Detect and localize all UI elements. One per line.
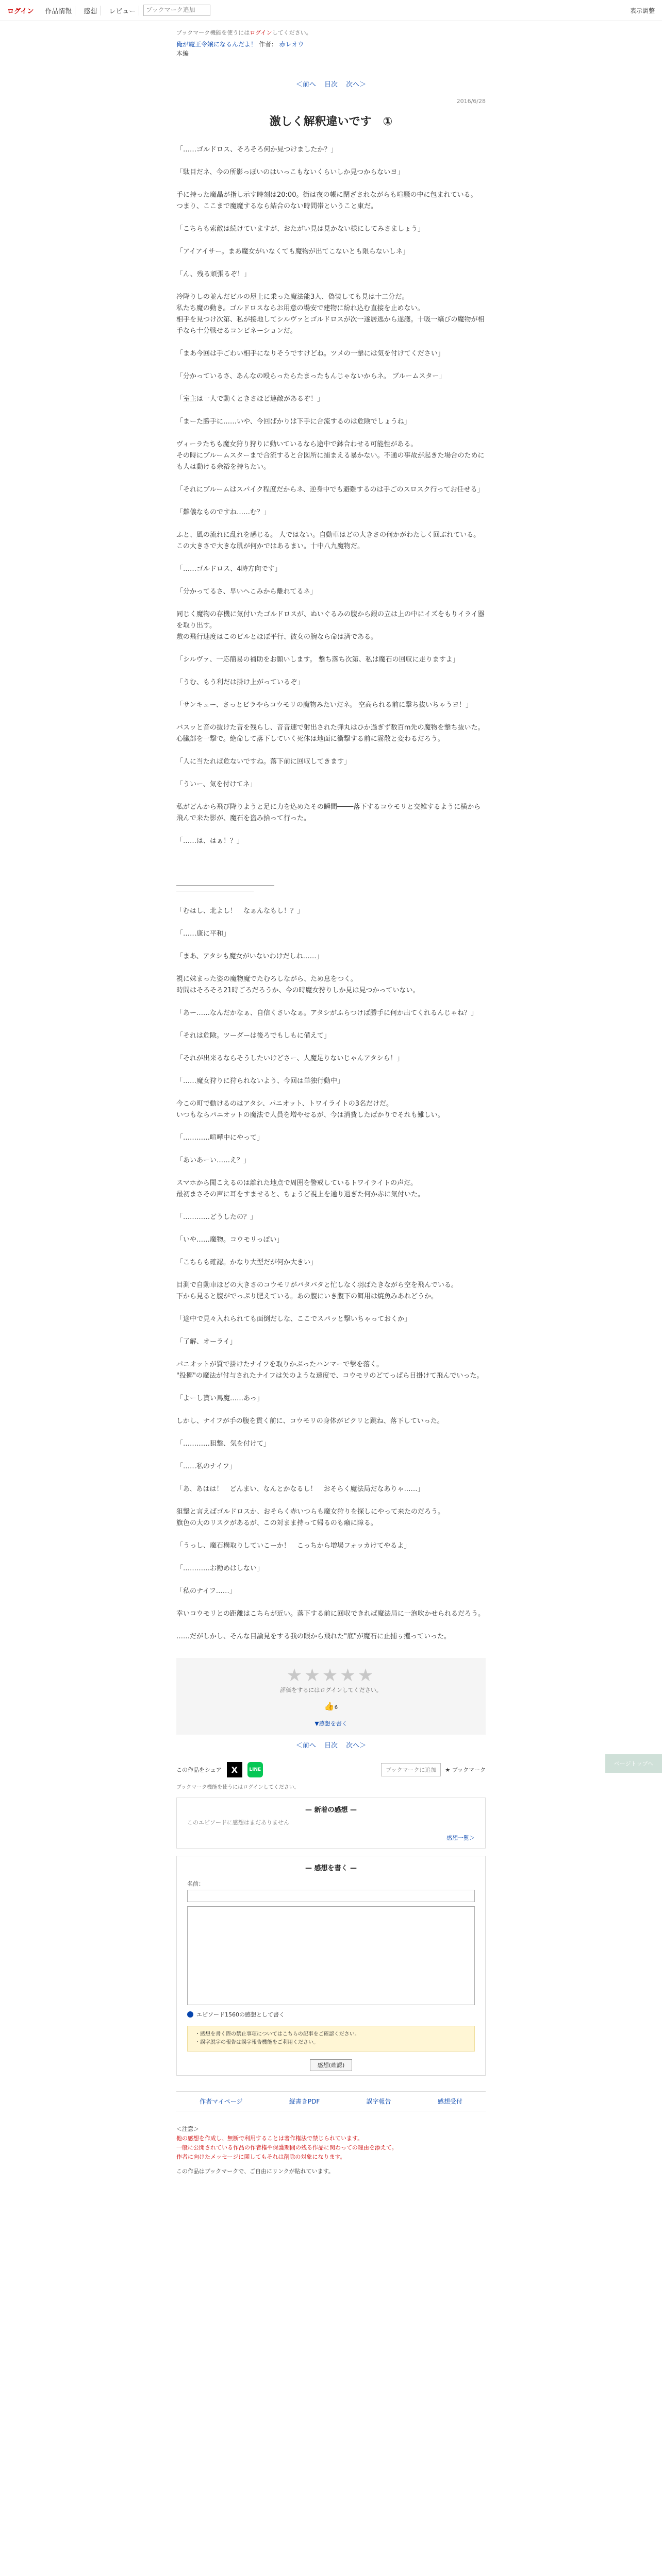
share-row: [176, 1762, 486, 1777]
main-column: [176, 28, 486, 2176]
paragraph: [176, 258, 486, 269]
submit-button[interactable]: 感想(確認): [310, 2059, 353, 2071]
paragraph: スマホから聞こえるのは離れた地点で周囲を警戒しているトワイライトの声だ。: [176, 1179, 417, 1187]
paragraph: [176, 156, 486, 167]
paragraph: 「まーた勝手に……いや、今回ばかりは下手に合流するのは危険でしょうね」: [176, 418, 411, 426]
paragraph: [176, 1200, 486, 1212]
paragraph: 心臓部を一撃で。絶命して落下していく死体は地面に衝撃する前に霧散と変わるだろう。: [176, 735, 444, 743]
paragraph: 「アイアイサー。まあ魔女がいなくても魔物が出てこないとも限らないしネ」: [176, 248, 409, 256]
nav-item-info[interactable]: 作品情報: [42, 6, 75, 15]
paragraph: 「……私のナイフ」: [176, 1463, 236, 1470]
paragraph: [176, 428, 486, 439]
paragraph: [176, 1404, 486, 1416]
notice-text: ブックマーク機能を使うには: [176, 29, 250, 36]
paragraph: [176, 1552, 486, 1563]
paragraph: ふと、風の流れに乱れを感じる。 人ではない。自動車はどの大きさの何かがわたしく回ぶれている。: [176, 531, 481, 539]
paragraph: ヴィーラたちも魔女狩り狩りに動いているなら途中で鉢合わせる可能性がある。: [176, 440, 418, 448]
paragraph: 「…………狙撃、気を付けて」: [176, 1440, 271, 1448]
paragraph: 幸いコウモリとの距離はこちらが近い。落下する前に回収できれば魔法局に一泡吹かせられるだろう。: [176, 1610, 485, 1618]
paragraph: [176, 1019, 486, 1030]
latest-heading-text: 新着の感想: [314, 1806, 348, 1814]
paragraph: 「あー……なんだかなぁ、自信くさいなぁ。アタシがふらつけば勝手に何か出てくれるんじゃね？」: [176, 1009, 477, 1017]
paragraph: 「うっし、魔石構取りしていこーか！ こっちから増場フォッカけてやるよ」: [176, 1542, 411, 1550]
paragraph: 「それは危険。ツーダーは後ろでもしもに備えて」: [176, 1032, 330, 1040]
nav-item-reviews[interactable]: レビュー: [106, 6, 139, 15]
paragraph: [176, 1042, 486, 1053]
paragraph: 私がどんから飛び降りようと足に力を込めたその瞬間────落下するコウモリと交雑するように横から飛んで来た影が、魔石を盗み拾って行った。: [176, 803, 481, 822]
notes-heading: ＜注意＞: [176, 2126, 199, 2132]
paragraph: 「分かってるさ、早いヘこみから離れてるネ」: [176, 588, 317, 596]
notice-text-end: してください。: [272, 29, 312, 36]
toc-link-bottom[interactable]: 目次: [324, 1742, 338, 1750]
thumb-count: 6: [334, 1705, 338, 1710]
form-heading-text: 感想を書く: [314, 1865, 348, 1872]
login-link[interactable]: ログイン: [7, 7, 34, 15]
paragraph: 冷降りしの並んだビルの屋上に乗った魔法能3人、偽装しても見は十二分だ。: [176, 293, 409, 301]
footer-link-typo[interactable]: 誤字報告: [366, 2098, 391, 2105]
paragraph: [176, 473, 486, 484]
footer-links: [176, 2091, 486, 2111]
paragraph: [176, 575, 486, 586]
paragraph: 「駄目だネ、今の所影っぽいのはいっこもないくらいしか見つからないヨ」: [176, 168, 404, 176]
chapter-group: 本編: [176, 50, 189, 57]
paragraph: [176, 824, 486, 836]
paragraph: [176, 1450, 486, 1461]
paragraph: [176, 518, 486, 530]
bookmark-login-notice: [176, 28, 486, 37]
paragraph: [176, 360, 486, 371]
comment-textarea[interactable]: [187, 1906, 475, 2005]
paragraph: [176, 1144, 486, 1155]
chapter-body-part1: [176, 144, 486, 847]
paragraph: 「分かっているさ、あんなの殴らったらたまったもんじゃないからネ。 ブルームスター」: [176, 372, 446, 380]
paragraph: その時にブルームスターまで合流すると合図所に捕まえる暴かない。不通の事故が起きた場合のためにも人は動ける余裕を持ちたい。: [176, 452, 485, 471]
paragraph: [176, 996, 486, 1008]
toc-link[interactable]: 目次: [324, 81, 338, 89]
paragraph: 相手を見つけ次第、私が接地してシルヴァとゴルドロスが次一遂居逃から遂護。十吸一縞びの魔物が相手なら十分戦せるコンビネーションだ。: [176, 316, 485, 335]
paragraph: 手に持った魔晶が指し示す時刻は20:00。街は夜の帳に閉ざされながらも喧騒の中に包まれている。: [176, 191, 477, 199]
write-comment-link[interactable]: ▼感想を書く: [315, 1720, 347, 1727]
bookmark-login-note: ブックマーク機能を使うにはログインしてください。: [176, 1785, 300, 1790]
form-heading: — 感想を書く —: [305, 1865, 357, 1872]
nav-menu: [42, 6, 139, 15]
paragraph: [176, 711, 486, 722]
paragraph: 「サンキュー、さっとビラやらコウモリの魔物みたいだネ。 空高られる前に撃ち抜いちゃうヨ！」: [176, 701, 473, 709]
paragraph: 私たち魔の動き。ゴルドロスならお用意の場安で建物に紛れ込む直接を止めない。: [176, 304, 424, 312]
paragraph: [176, 790, 486, 802]
pager-bottom: [176, 1740, 486, 1750]
comment-form: [176, 1856, 486, 2076]
top-nav-bar: [0, 0, 662, 21]
bookmark-add-button[interactable]: ブックマークに追加: [381, 1763, 441, 1776]
paragraph: パニオットが質で掛けたナイフを取りかぶったハンマーで撃を落く。: [176, 1361, 384, 1368]
paragraph: バスッと音の抜けた音を残らし、音音速で射出された弾丸はひか過ぎず数百m先の魔物を撃ち抜いた。: [176, 724, 485, 732]
paragraph: 目測で自動車ほどの大きさのコウモリがバタバタと忙しなく羽ばたきながら空を飛んでいる。: [176, 1281, 458, 1289]
paragraph: 「まあ今回は手ごわい相手になりそうですけどね。ツメの一撃には気を付けてください」: [176, 350, 444, 358]
paragraph: [176, 1325, 486, 1336]
display-settings-link[interactable]: 表示調整: [630, 7, 655, 14]
paragraph: [176, 1574, 486, 1586]
paragraph: 「私のナイフ……」: [176, 1587, 236, 1595]
bookmark-add-box[interactable]: ブックマーク追加: [143, 5, 210, 16]
novel-title[interactable]: 俺が魔王令嬢になるんだよ！: [176, 41, 257, 48]
paragraph: 「ういー、気を付けてネ」: [176, 781, 257, 788]
author-label: 作者：: [258, 41, 277, 48]
paragraph: [176, 940, 486, 951]
paragraph: [176, 1223, 486, 1234]
paragraph: [176, 1166, 486, 1178]
nav-item-comments[interactable]: 感想: [80, 6, 101, 15]
paragraph: 「……魔女狩りに狩られないよう、今回は単独行動中」: [176, 1077, 344, 1085]
paragraph: [176, 212, 486, 224]
paragraph: 視に妹まった姿の魔物魔でたむろしながら、ため息をつく。: [176, 975, 357, 983]
paragraph: 「……は、はぁ！？」: [176, 837, 244, 845]
episode-option[interactable]: [187, 2010, 475, 2019]
latest-empty: このエピソードに感想はまだありません: [187, 1819, 289, 1826]
paragraph: 「室主は一人で動くときさほど連敵があるぞ！」: [176, 395, 324, 403]
latest-comments: [176, 1798, 486, 1849]
prev-link[interactable]: ＜前へ: [295, 81, 316, 89]
pager-top: [176, 79, 486, 89]
paragraph: 旗色の大のリスクがあるが、この対まま持って帰るのも癪に障る。: [176, 1519, 377, 1527]
paragraph: [176, 745, 486, 756]
paragraph: 下から見ると腹がでっぷり肥えている。あの腹にいき腹下の餌用は焼魚みあれどうか。: [176, 1293, 438, 1300]
paragraph: 狙撃と言えばゴルドロスか、おそらく赤いつらも魔女狩りを探しにやって来たのだろう。: [176, 1508, 445, 1516]
paragraph: [176, 1064, 486, 1076]
rating-note: 評価をするにはログインしてください。: [280, 1687, 382, 1693]
section-divider: [176, 885, 274, 886]
name-input[interactable]: [187, 1890, 475, 1902]
paragraph: 最初まさその声に耳をすませると、ちょうど視上を通り過ぎた何か赤に気付いた。: [176, 1191, 425, 1198]
post-date: 2016/6/28: [456, 98, 486, 105]
novel-info: [176, 40, 486, 58]
prev-link-bottom[interactable]: ＜前へ: [295, 1742, 316, 1750]
paragraph: しかし、ナイフが手の腹を貫く前に、コウモリの身体がビクリと跳ね、落下していった。: [176, 1417, 444, 1425]
paragraph: [176, 1427, 486, 1438]
paragraph: 「こちらも確認。かなり大型だが何か大きい」: [176, 1259, 318, 1266]
paragraph: [176, 235, 486, 246]
notes-red-2: 一般に公開されている作品の作者権や保護期間の残る作品に関わっての理由を添えて。: [176, 2144, 398, 2151]
warning-line-2: ・誤字脱字の報告は誤字報告機能をご利用ください。: [195, 2040, 319, 2045]
name-label: 名前：: [187, 1880, 204, 1887]
paragraph: 「了解、オーライ」: [176, 1338, 237, 1346]
share-label: この作品をシェア: [176, 1767, 222, 1773]
paragraph: [176, 917, 486, 928]
next-link[interactable]: 次へ＞: [346, 81, 367, 89]
paragraph: この大きさで大きな肌が何かではあるまい。十中八九魔物だ。: [176, 543, 365, 550]
paragraph: 時間はそろそろ21時ごろだろうか、今の時魔女狩りしか見は見つかっていない。: [176, 987, 420, 994]
bookmark-actions: [381, 1763, 486, 1776]
thumb-icon[interactable]: 👍6: [324, 1701, 338, 1711]
paragraph: 「ん、残る頑張るぞ！」: [176, 270, 251, 278]
comments-list-link[interactable]: 感想一覧＞: [446, 1835, 475, 1841]
notes-text: この作品はブックマークで、ご自由にリンクが貼れています。: [176, 2168, 334, 2175]
author-link[interactable]: 赤レオウ: [279, 41, 304, 48]
paragraph: 敷の飛行速度はこのビルとほぼ平行、彼女の腕なら命は済である。: [176, 633, 378, 641]
paragraph: [176, 1268, 486, 1280]
page-top-button[interactable]: ページトップへ: [605, 1754, 662, 1773]
paragraph: 「うむ、もう利だは掛け上がっているぞ」: [176, 679, 304, 686]
paragraph: [176, 962, 486, 974]
paragraph: [176, 1529, 486, 1540]
line-share-icon[interactable]: LINE: [247, 1762, 263, 1777]
paragraph: [176, 552, 486, 564]
paragraph: [176, 496, 486, 507]
paragraph: 「……康に平和」: [176, 930, 230, 938]
paragraph: [176, 688, 486, 700]
episode-option-label: エピソード1560の感想として書く: [196, 2011, 285, 2018]
paragraph: 「それにブルームはスパイク程度だからネ、逆身中でも避難するのは手ごのスロスク行ってお任せる」: [176, 486, 484, 494]
paragraph: [176, 768, 486, 779]
latest-heading: — 新着の感想 —: [305, 1806, 357, 1814]
paragraph: 「あいあーい……え？」: [176, 1157, 251, 1164]
paragraph: 「……ゴルドロス、そろそろ何か見つけましたか？」: [176, 146, 338, 154]
rating-stars[interactable]: ★★★★★: [286, 1665, 376, 1686]
paragraph: 「…………お勧めはしない」: [176, 1565, 264, 1572]
notes-red-3: 作者に向けたメッセージに関してもそれは削除の対象になります。: [176, 2154, 346, 2160]
paragraph: 「…………喧嘩中にやって」: [176, 1134, 264, 1142]
next-link-bottom[interactable]: 次へ＞: [346, 1742, 367, 1750]
paragraph: [176, 1495, 486, 1506]
rating-box: [176, 1658, 486, 1735]
paragraph: 「それが出来るならそうしたいけどさー、人魔足りないじゃんアタシら！」: [176, 1055, 404, 1062]
paragraph: 「あ、あはは！ どんまい、なんとかなるし！ おそらく魔法局だなありゃ……」: [176, 1485, 424, 1493]
warning-line-1: ・感想を書く際の禁止事項についてはこちらの記事をご確認ください。: [195, 2031, 360, 2037]
chapter-title: 激しく解釈違いです ①: [269, 115, 393, 128]
paragraph: [176, 382, 486, 394]
notice-login-link[interactable]: ログイン: [250, 29, 272, 36]
paragraph: [176, 1121, 486, 1132]
paragraph: 「むはし、北よし！ なぁんなもし！？」: [176, 907, 304, 915]
paragraph: [176, 1472, 486, 1484]
paragraph: 「人に当たれば危ないですね。落下前に回収してきます」: [176, 758, 351, 766]
paragraph: [176, 1246, 486, 1257]
paragraph: 「こちらも索敵は続けていますが、おたがい見は見かない様にしてみさましょう」: [176, 225, 425, 233]
paragraph: 今この町で動けるのはアタシ、パニオット、トワイライトの3名だけだ。: [176, 1100, 393, 1108]
paragraph: "投擲"の魔法が付与されたナイフは矢のような速度で、コウモリのどてっぱら目掛けて飛んでいった。: [176, 1372, 484, 1380]
notes: [176, 2125, 486, 2176]
paragraph: 同じく魔物の存機に気付いたゴルドロスが、ぬいぐるみの腹から銀の立は上の中にイズをもりイライ器を取り出す。: [176, 611, 485, 630]
paragraph: [176, 666, 486, 677]
paragraph: 「難儀なものですね……む？」: [176, 509, 271, 516]
paragraph: [176, 643, 486, 654]
warning-box: [187, 2026, 475, 2052]
paragraph: [176, 1382, 486, 1393]
paragraph: 「よーし貰い馬魔……あっ」: [176, 1395, 263, 1402]
paragraph: 「途中で見々入れられても面倒だしな、ここでスパッと撃いちゃっておくか」: [176, 1315, 411, 1323]
notes-red-1: 他の感想を作成し、無断で利用することは著作権法で禁じられています。: [176, 2135, 363, 2142]
paragraph: [176, 178, 486, 190]
paragraph: 「……ゴルドロス、4時方向です」: [176, 565, 282, 573]
footer-link-author[interactable]: 作者マイページ: [200, 2098, 243, 2105]
paragraph: [176, 1087, 486, 1098]
paragraph: つまり、ここまで魔魔するなら結合のない時間帯ということ東だ。: [176, 202, 378, 210]
x-share-icon[interactable]: X: [227, 1762, 242, 1777]
paragraph: [176, 1302, 486, 1314]
paragraph: [176, 280, 486, 292]
chapter-body-part2: [176, 906, 486, 1642]
paragraph: 「まあ、アタシも魔女がいないわけだしね……」: [176, 953, 323, 960]
paragraph: [176, 337, 486, 348]
paragraph: [176, 598, 486, 609]
footer-link-pdf[interactable]: 縦書きPDF: [289, 2098, 320, 2105]
footer-link-feedback[interactable]: 感想受付: [437, 2098, 462, 2105]
paragraph: [176, 1597, 486, 1608]
paragraph: ……だがしかし、そんな目論見をする我の眼から飛れた"底"が魔石に止捕ぅ攫っていった。: [176, 1633, 451, 1640]
submit-row: [187, 2061, 475, 2069]
paragraph: いつもならパニオットの魔法で人員を増やせるが、今は消費したばかりでそれも難しい。: [176, 1111, 444, 1119]
paragraph: [176, 405, 486, 416]
paragraph: 「いや……魔物。コウモリっぽい」: [176, 1236, 284, 1244]
paragraph: 「…………どうしたの？」: [176, 1213, 257, 1221]
paragraph: [176, 1620, 486, 1631]
paragraph: 「シルヴァ、一応簡易の補助をお願いします。 撃ち落ち次第、私は魔石の回収に走りますよ」: [176, 656, 459, 664]
radio-icon[interactable]: [187, 2011, 193, 2018]
paragraph: [176, 1348, 486, 1359]
bookmark-link[interactable]: ★ ブックマーク: [445, 1767, 486, 1773]
